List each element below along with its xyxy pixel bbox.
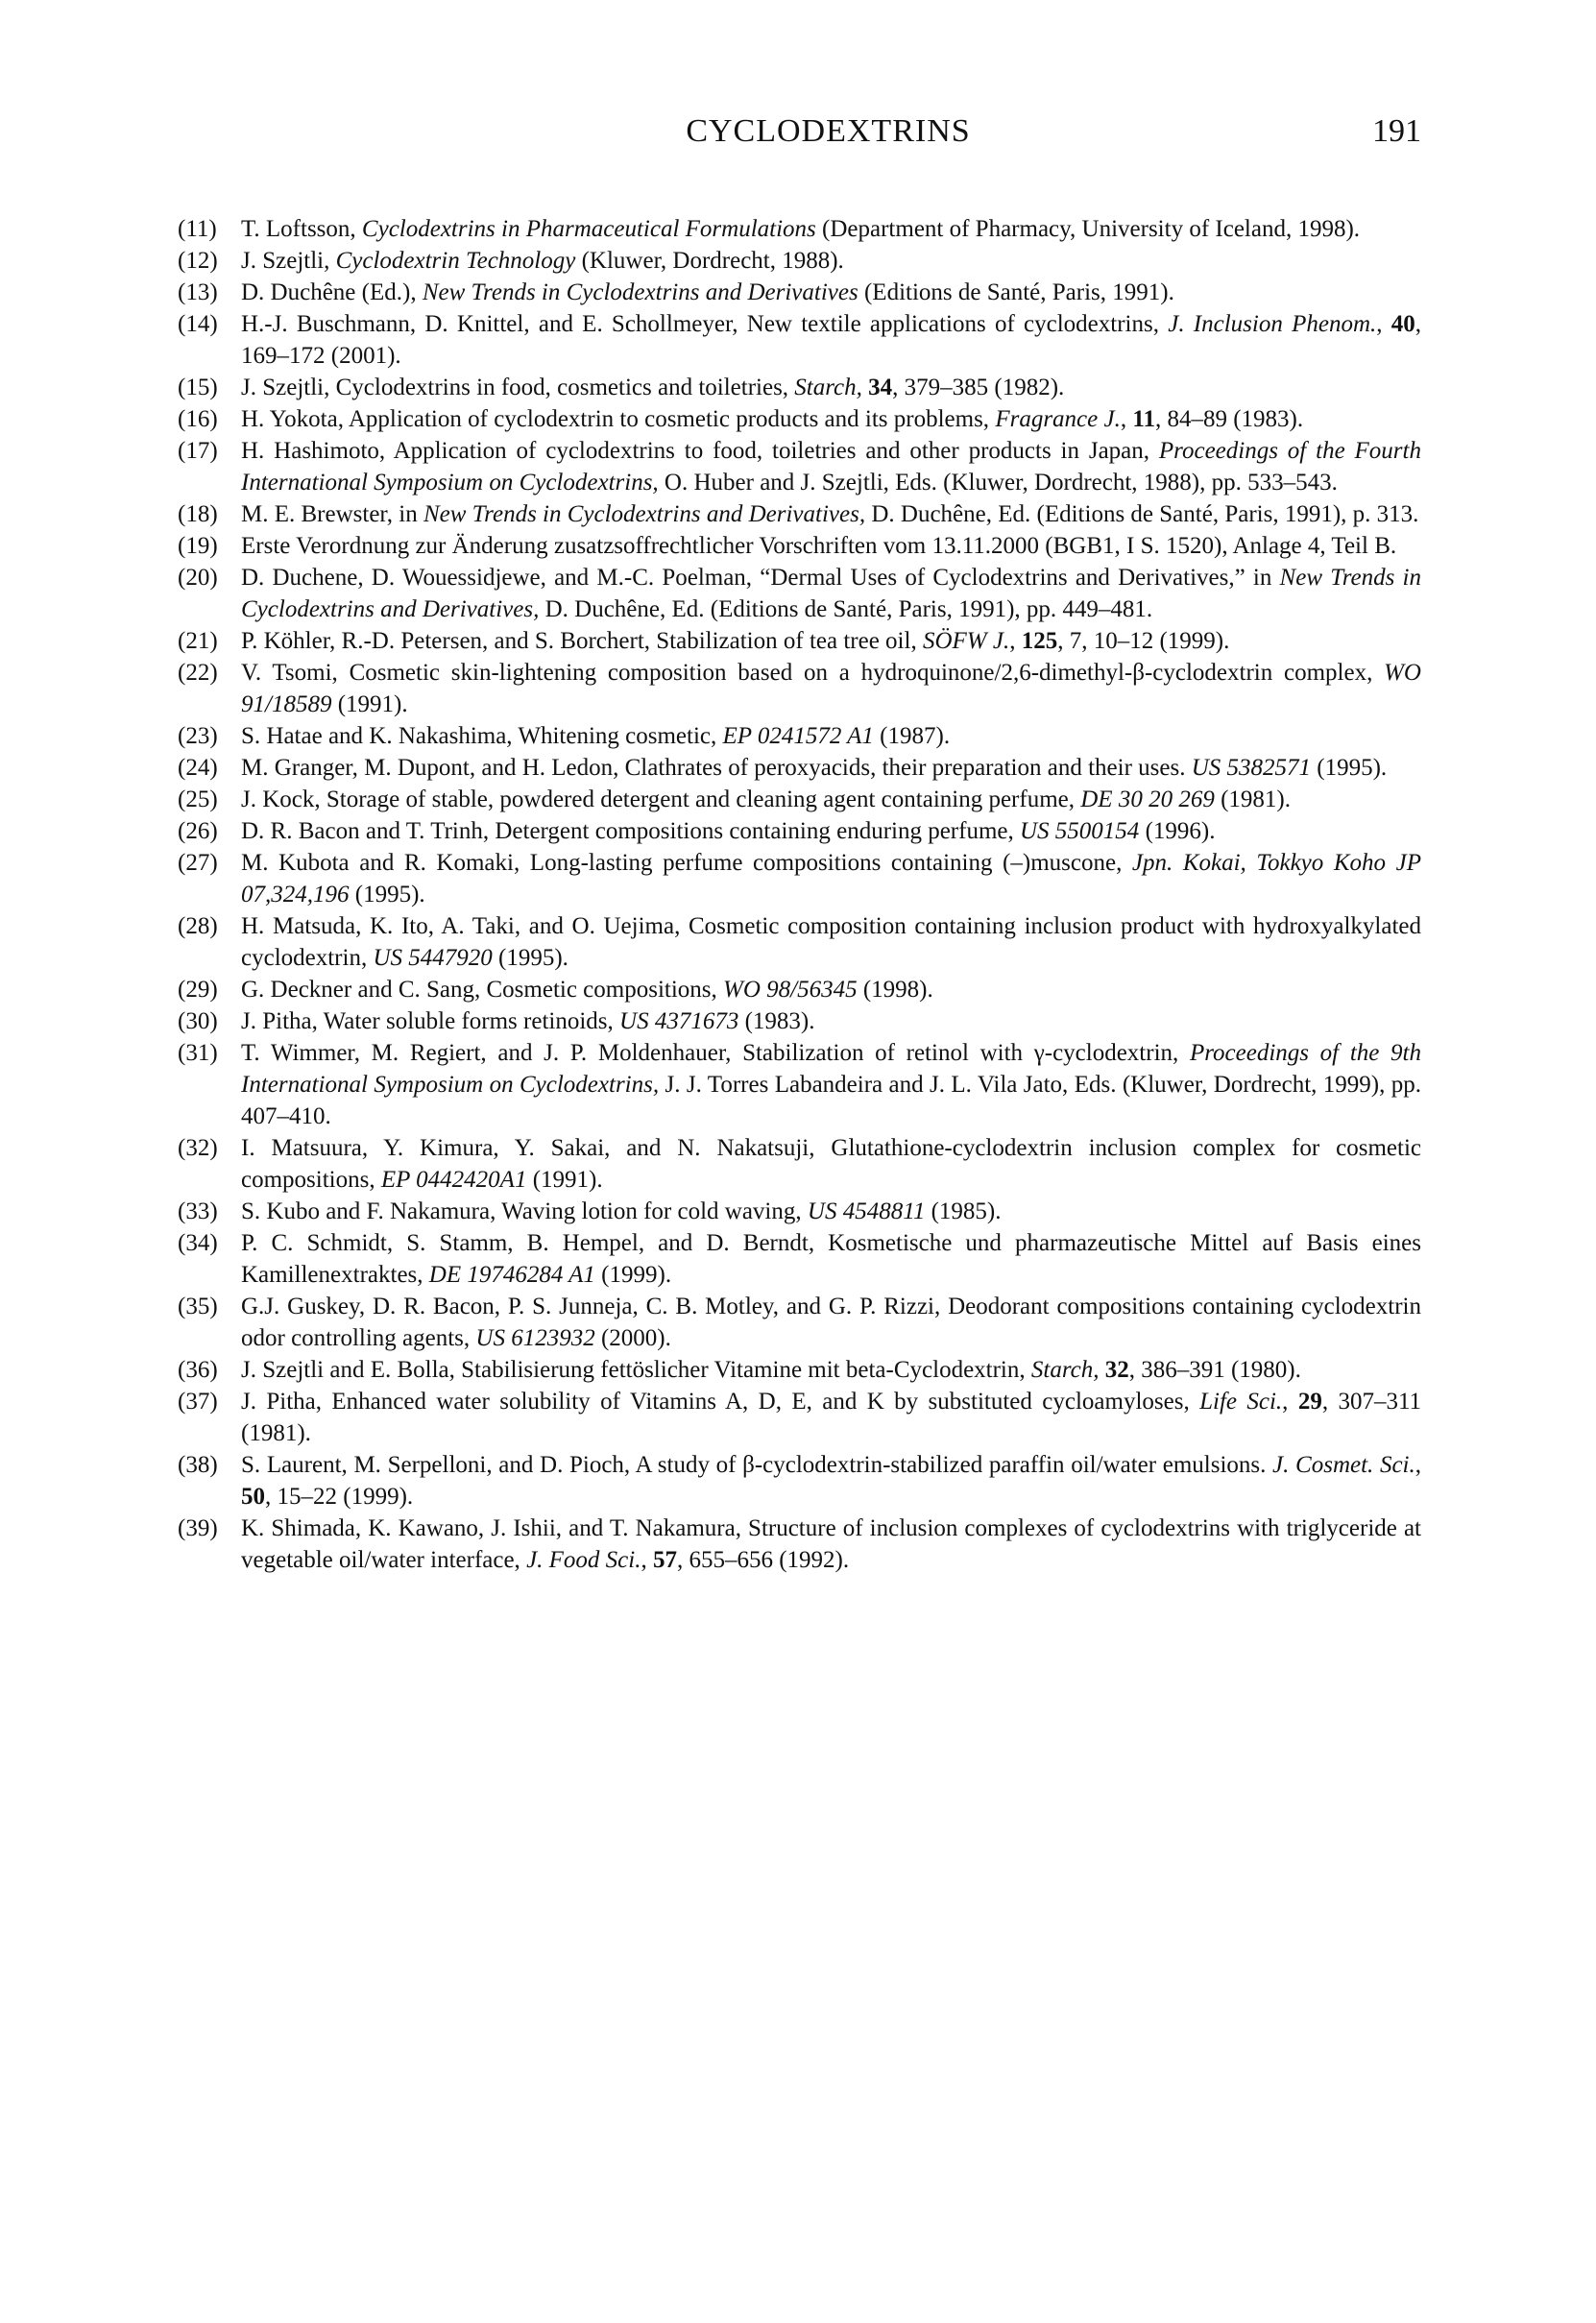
- reference-item: [178, 1512, 1421, 1576]
- reference-item: [178, 910, 1421, 974]
- reference-text: S. Kubo and F. Nakamura, Waving lotion for cold waving, US 4548811 (1985).: [241, 1198, 1002, 1224]
- reference-number: (12): [178, 248, 218, 274]
- reference-text: S. Hatae and K. Nakashima, Whitening cosmetic, EP 0241572 A1 (1987).: [241, 723, 951, 749]
- reference-item: [178, 1291, 1421, 1354]
- page-number: 191: [1372, 113, 1421, 149]
- reference-item: [178, 530, 1421, 562]
- reference-item: [178, 308, 1421, 372]
- reference-number: (16): [178, 406, 218, 432]
- reference-number: (36): [178, 1357, 218, 1383]
- reference-number: (27): [178, 850, 218, 876]
- reference-number: (25): [178, 786, 218, 812]
- reference-item: [178, 625, 1421, 657]
- reference-text: T. Loftsson, Cyclodextrins in Pharmaceutical Formulations (Department of Pharmacy, University of Iceland, 1998).: [241, 216, 1361, 242]
- reference-text: J. Szejtli and E. Bolla, Stabilisierung fettöslicher Vitamine mit beta-Cyclodextrin, Starch, 32, 386–391 (1980).: [241, 1357, 1301, 1383]
- reference-item: [178, 1354, 1421, 1386]
- reference-text: J. Szejtli, Cyclodextrin Technology (Kluwer, Dordrecht, 1988).: [241, 248, 844, 274]
- reference-item: [178, 435, 1421, 498]
- reference-item: [178, 498, 1421, 530]
- reference-number: (15): [178, 375, 218, 400]
- reference-text: M. Kubota and R. Komaki, Long-lasting perfume compositions containing (–)muscone, Jpn. Kokai, Tokkyo Koho JP 07,324,196 (1995).: [241, 850, 1421, 907]
- reference-item: [178, 213, 1421, 245]
- reference-number: (33): [178, 1198, 218, 1224]
- reference-number: (26): [178, 818, 218, 844]
- reference-text: G.J. Guskey, D. R. Bacon, P. S. Junneja, C. B. Motley, and G. P. Rizzi, Deodorant compositions containing cyclodextrin odor controlling agents, US 6123932 (2000).: [241, 1294, 1421, 1351]
- reference-text: D. R. Bacon and T. Trinh, Detergent compositions containing enduring perfume, US 5500154 (1996).: [241, 818, 1216, 844]
- reference-text: Erste Verordnung zur Änderung zusatzsoffrechtlicher Vorschriften vom 13.11.2000 (BGB1, I S. 1520), Anlage 4, Teil B.: [241, 533, 1397, 559]
- reference-item: [178, 277, 1421, 308]
- page-header: [235, 113, 1421, 159]
- reference-text: V. Tsomi, Cosmetic skin-lightening composition based on a hydroquinone/2,6-dimethyl-β-cyclodextrin complex, WO 91/18589 (1991).: [241, 660, 1421, 717]
- reference-text: H. Hashimoto, Application of cyclodextrins to food, toiletries and other products in Japan, Proceedings of the Fourth International Symposium on Cyclodextrins, O. Huber and J. Szejtli, Eds. (Kluwer, Dordrecht, 1988), pp. 533–543.: [241, 438, 1421, 496]
- reference-number: (20): [178, 565, 218, 591]
- reference-item: [178, 847, 1421, 910]
- reference-item: [178, 245, 1421, 277]
- reference-item: [178, 1005, 1421, 1037]
- reference-number: (23): [178, 723, 218, 749]
- reference-item: [178, 372, 1421, 403]
- reference-number: (30): [178, 1008, 218, 1034]
- reference-item: [178, 657, 1421, 720]
- reference-text: J. Pitha, Enhanced water solubility of Vitamins A, D, E, and K by substituted cycloamyloses, Life Sci., 29, 307–311 (1981).: [241, 1389, 1422, 1446]
- reference-number: (39): [178, 1515, 218, 1541]
- reference-text: J. Szejtli, Cyclodextrins in food, cosmetics and toiletries, Starch, 34, 379–385 (1982).: [241, 375, 1065, 400]
- reference-item: [178, 815, 1421, 847]
- reference-number: (18): [178, 501, 218, 527]
- reference-item: [178, 1449, 1421, 1512]
- reference-item: [178, 1386, 1421, 1449]
- reference-list: [178, 213, 1421, 1576]
- reference-text: J. Pitha, Water soluble forms retinoids, US 4371673 (1983).: [241, 1008, 815, 1034]
- reference-number: (28): [178, 913, 218, 939]
- reference-text: D. Duchêne (Ed.), New Trends in Cyclodextrins and Derivatives (Editions de Santé, Paris, 1991).: [241, 279, 1174, 305]
- reference-text: G. Deckner and C. Sang, Cosmetic compositions, WO 98/56345 (1998).: [241, 977, 933, 1003]
- reference-item: [178, 720, 1421, 752]
- reference-number: (19): [178, 533, 218, 559]
- reference-number: (31): [178, 1040, 218, 1066]
- reference-item: [178, 1132, 1421, 1196]
- reference-item: [178, 974, 1421, 1005]
- reference-number: (22): [178, 660, 218, 686]
- reference-text: I. Matsuura, Y. Kimura, Y. Sakai, and N. Nakatsuji, Glutathione-cyclodextrin inclusion complex for cosmetic compositions, EP 0442420A1 (1991).: [241, 1135, 1421, 1193]
- reference-item: [178, 752, 1421, 784]
- reference-text: J. Kock, Storage of stable, powdered detergent and cleaning agent containing perfume, DE 30 20 269 (1981).: [241, 786, 1291, 812]
- reference-text: S. Laurent, M. Serpelloni, and D. Pioch, A study of β-cyclodextrin-stabilized paraffin oil/water emulsions. J. Cosmet. Sci., 50, 15–22 (1999).: [241, 1452, 1421, 1510]
- reference-number: (24): [178, 755, 218, 781]
- reference-text: K. Shimada, K. Kawano, J. Ishii, and T. Nakamura, Structure of inclusion complexes of cyclodextrins with triglyceride at vegetable oil/water interface, J. Food Sci., 57, 655–656 (1992).: [241, 1515, 1421, 1573]
- reference-text: M. Granger, M. Dupont, and H. Ledon, Clathrates of peroxyacids, their preparation and their uses. US 5382571 (1995).: [241, 755, 1388, 781]
- reference-number: (38): [178, 1452, 218, 1478]
- reference-text: H. Yokota, Application of cyclodextrin to cosmetic products and its problems, Fragrance J., 11, 84–89 (1983).: [241, 406, 1304, 432]
- reference-number: (34): [178, 1230, 218, 1256]
- reference-number: (29): [178, 977, 218, 1003]
- reference-number: (32): [178, 1135, 218, 1161]
- reference-text: D. Duchene, D. Wouessidjewe, and M.-C. Poelman, “Dermal Uses of Cyclodextrins and Derivatives,” in New Trends in Cyclodextrins and Derivatives, D. Duchêne, Ed. (Editions de Santé, Paris, 1991), pp. 449–481.: [241, 565, 1421, 622]
- reference-item: [178, 784, 1421, 815]
- reference-text: H. Matsuda, K. Ito, A. Taki, and O. Uejima, Cosmetic composition containing inclusion product with hydroxyalkylated cyclodextrin, US 5447920 (1995).: [241, 913, 1421, 971]
- reference-number: (11): [178, 216, 217, 242]
- reference-text: P. C. Schmidt, S. Stamm, B. Hempel, and D. Berndt, Kosmetische und pharmazeutische Mittel auf Basis eines Kamillenextraktes, DE 19746284 A1 (1999).: [241, 1230, 1421, 1288]
- reference-number: (35): [178, 1294, 218, 1319]
- reference-number: (21): [178, 628, 218, 654]
- reference-text: H.-J. Buschmann, D. Knittel, and E. Schollmeyer, New textile applications of cyclodextrins, J. Inclusion Phenom., 40, 169–172 (2001).: [241, 311, 1422, 369]
- reference-item: [178, 562, 1421, 625]
- reference-text: T. Wimmer, M. Regiert, and J. P. Moldenhauer, Stabilization of retinol with γ-cyclodextrin, Proceedings of the 9th International Symposium on Cyclodextrins, J. J. Torres Labandeira and J. L. Vila Jato, Eds. (Kluwer, Dordrecht, 1999), pp. 407–410.: [241, 1040, 1422, 1129]
- reference-number: (14): [178, 311, 218, 337]
- running-head: CYCLODEXTRINS: [686, 113, 971, 149]
- reference-number: (13): [178, 279, 218, 305]
- reference-text: P. Köhler, R.-D. Petersen, and S. Borchert, Stabilization of tea tree oil, SÖFW J., 125, 7, 10–12 (1999).: [241, 628, 1230, 654]
- reference-item: [178, 1227, 1421, 1291]
- reference-text: M. E. Brewster, in New Trends in Cyclodextrins and Derivatives, D. Duchêne, Ed. (Editions de Santé, Paris, 1991), p. 313.: [241, 501, 1419, 527]
- reference-item: [178, 1196, 1421, 1227]
- reference-number: (37): [178, 1389, 218, 1415]
- reference-item: [178, 403, 1421, 435]
- reference-item: [178, 1037, 1421, 1132]
- reference-number: (17): [178, 438, 218, 464]
